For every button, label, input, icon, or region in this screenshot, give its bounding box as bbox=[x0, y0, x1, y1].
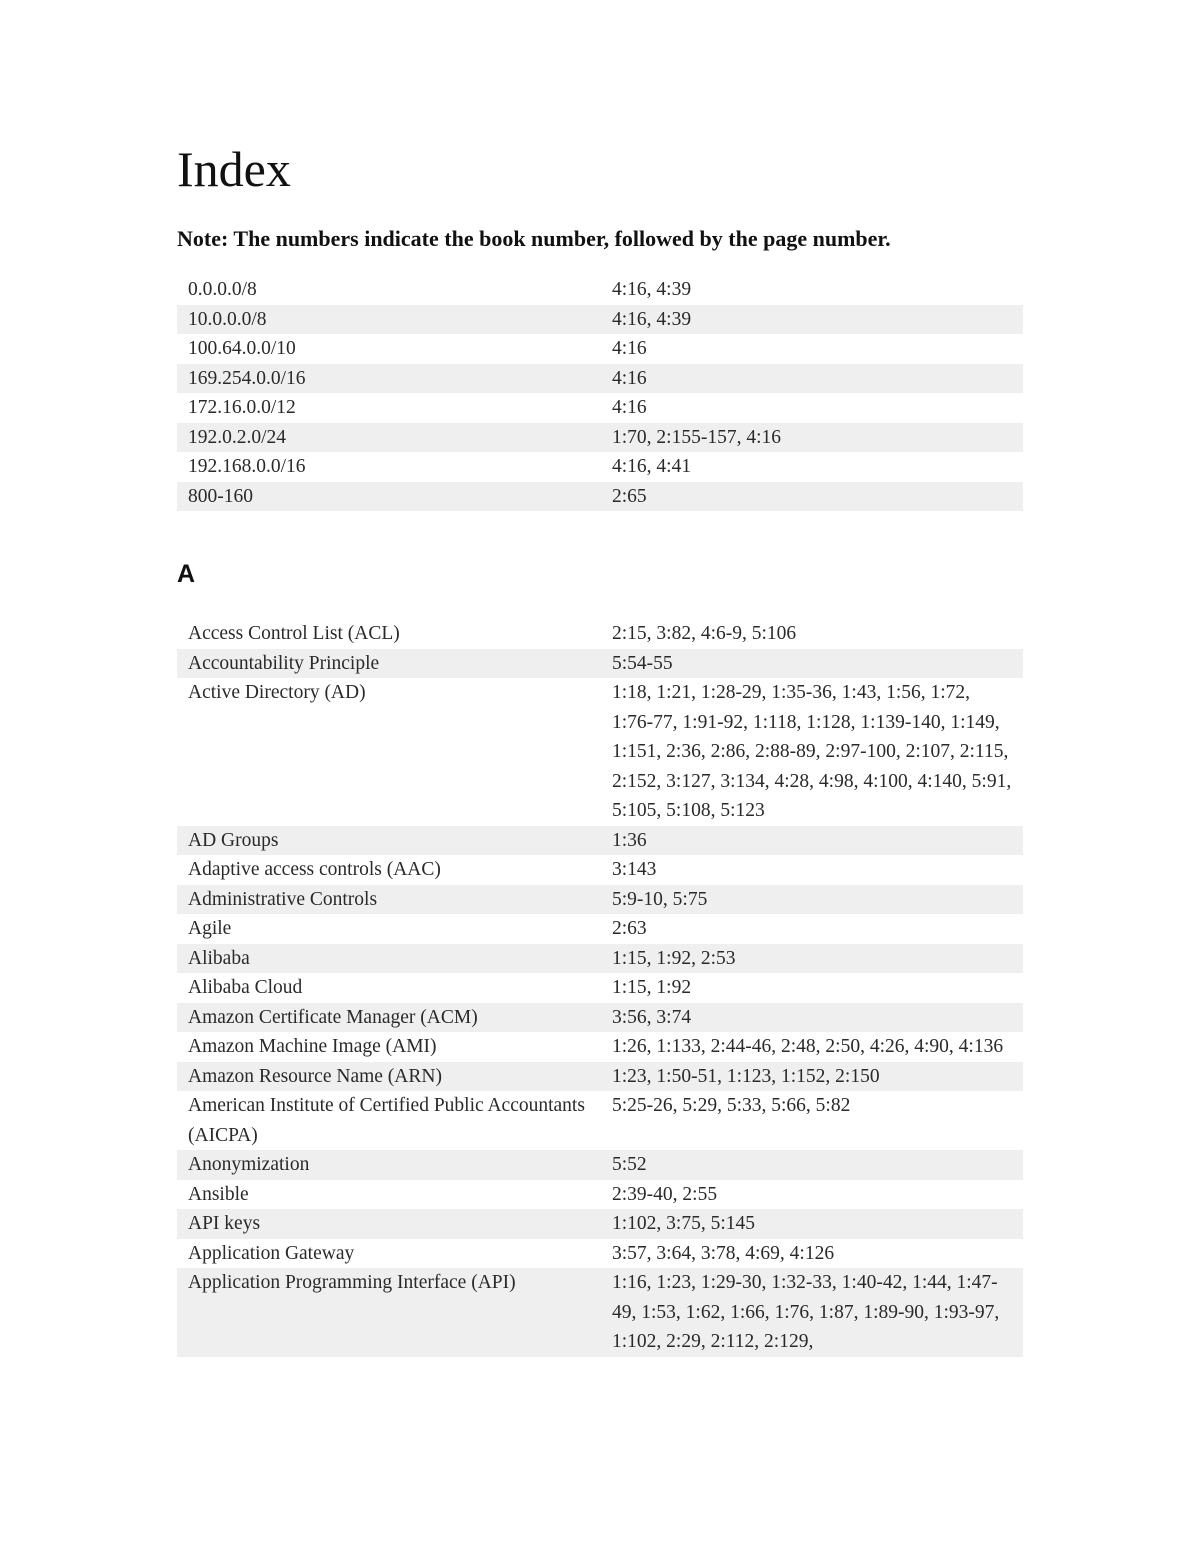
index-row bbox=[177, 914, 1023, 944]
index-refs: 1:102, 3:75, 5:145 bbox=[601, 1209, 1023, 1239]
numeric-index-table bbox=[177, 275, 1023, 511]
index-row bbox=[177, 482, 1023, 512]
page-title: Index bbox=[177, 141, 291, 197]
index-refs: 1:16, 1:23, 1:29-30, 1:32-33, 1:40-42, 1:44, 1:47-49, 1:53, 1:62, 1:66, 1:76, 1:87, 1:89-90, 1:93-97, 1:102, 2:29, 2:112, 2:129, bbox=[601, 1268, 1023, 1357]
index-refs: 1:15, 1:92, 2:53 bbox=[601, 944, 1023, 974]
index-row bbox=[177, 1150, 1023, 1180]
index-row bbox=[177, 1268, 1023, 1357]
index-term: 10.0.0.0/8 bbox=[177, 305, 601, 335]
index-term: 0.0.0.0/8 bbox=[188, 279, 257, 300]
index-note: Note: The numbers indicate the book number, followed by the page number. bbox=[177, 226, 891, 251]
index-row bbox=[177, 1062, 1023, 1092]
index-term: Access Control List (ACL) bbox=[188, 623, 400, 644]
index-row bbox=[177, 423, 1023, 453]
index-refs: 4:16, 4:39 bbox=[601, 305, 1023, 335]
index-row bbox=[177, 1239, 1023, 1269]
index-refs: 4:16 bbox=[612, 338, 647, 359]
index-row bbox=[177, 334, 1023, 364]
index-row bbox=[177, 1091, 1023, 1150]
index-row bbox=[177, 944, 1023, 974]
index-row bbox=[177, 885, 1023, 915]
index-row bbox=[177, 1032, 1023, 1062]
index-term: 169.254.0.0/16 bbox=[177, 364, 601, 394]
index-refs: 1:23, 1:50-51, 1:123, 1:152, 2:150 bbox=[601, 1062, 1023, 1092]
index-row bbox=[177, 364, 1023, 394]
index-row bbox=[177, 393, 1023, 423]
index-refs: 1:26, 1:133, 2:44-46, 2:48, 2:50, 4:26, 4:90, 4:136 bbox=[612, 1036, 1004, 1057]
index-refs: 2:65 bbox=[601, 482, 1023, 512]
index-row bbox=[177, 855, 1023, 885]
index-row bbox=[177, 826, 1023, 856]
index-row bbox=[177, 1209, 1023, 1239]
index-term: Administrative Controls bbox=[177, 885, 601, 915]
index-term: Active Directory (AD) bbox=[188, 682, 366, 703]
index-term: 192.168.0.0/16 bbox=[188, 456, 306, 477]
index-term: 172.16.0.0/12 bbox=[188, 397, 296, 418]
index-row bbox=[177, 973, 1023, 1003]
index-term: Amazon Resource Name (ARN) bbox=[177, 1062, 601, 1092]
index-refs: 4:16, 4:41 bbox=[612, 456, 692, 477]
index-term: Application Programming Interface (API) bbox=[177, 1268, 601, 1357]
index-term: Accountability Principle bbox=[177, 649, 601, 679]
index-term: Agile bbox=[188, 918, 232, 939]
index-refs: 5:52 bbox=[601, 1150, 1023, 1180]
index-refs: 1:18, 1:21, 1:28-29, 1:35-36, 1:43, 1:56, 1:72, 1:76-77, 1:91-92, 1:118, 1:128, 1:139-140, 1:149, 1:151, 2:36, 2:86, 2:88-89, 2:97-100, 2:107, 2:115, 2:152, 3:127, 3:134, 4:28, 4:98, 4:100, 4:140, 5:91, 5:105, 5:108, 5:123 bbox=[612, 682, 1012, 821]
index-term: Application Gateway bbox=[188, 1242, 355, 1264]
index-refs: 4:16 bbox=[612, 397, 647, 418]
index-refs: 5:25-26, 5:29, 5:33, 5:66, 5:82 bbox=[612, 1095, 851, 1116]
index-term: API keys bbox=[177, 1209, 601, 1239]
index-row bbox=[177, 305, 1023, 335]
index-term: AD Groups bbox=[177, 826, 601, 856]
index-term: Alibaba bbox=[177, 944, 601, 974]
section-heading-a: A bbox=[177, 560, 196, 588]
index-refs: 3:56, 3:74 bbox=[601, 1003, 1023, 1033]
index-term: Amazon Certificate Manager (ACM) bbox=[177, 1003, 601, 1033]
index-refs: 1:36 bbox=[601, 826, 1023, 856]
index-refs: 1:70, 2:155-157, 4:16 bbox=[601, 423, 1023, 453]
index-term: Adaptive access controls (AAC) bbox=[188, 859, 441, 880]
index-refs: 2:63 bbox=[612, 918, 647, 939]
index-refs: 5:54-55 bbox=[601, 649, 1023, 679]
index-refs: 3:143 bbox=[612, 859, 657, 880]
index-refs: 5:9-10, 5:75 bbox=[601, 885, 1023, 915]
index-term: Alibaba Cloud bbox=[188, 977, 303, 998]
index-refs: 1:15, 1:92 bbox=[612, 977, 692, 998]
index-refs: 2:15, 3:82, 4:6-9, 5:106 bbox=[612, 623, 797, 644]
index-row bbox=[177, 649, 1023, 679]
index-row bbox=[177, 1180, 1023, 1210]
index-term: 100.64.0.0/10 bbox=[188, 338, 296, 359]
index-term: Ansible bbox=[188, 1183, 249, 1205]
index-term: American Institute of Certified Public Accountants (AICPA) bbox=[188, 1095, 585, 1146]
index-refs: 2:39-40, 2:55 bbox=[612, 1183, 718, 1205]
index-row bbox=[177, 678, 1023, 826]
a-index-table bbox=[177, 619, 1023, 1357]
index-row bbox=[177, 275, 1023, 305]
index-term: 800-160 bbox=[177, 482, 601, 512]
index-row bbox=[177, 1003, 1023, 1033]
index-refs: 4:16 bbox=[601, 364, 1023, 394]
index-refs: 4:16, 4:39 bbox=[612, 279, 692, 300]
index-term: Anonymization bbox=[177, 1150, 601, 1180]
index-refs: 3:57, 3:64, 3:78, 4:69, 4:126 bbox=[612, 1242, 835, 1264]
index-row bbox=[177, 452, 1023, 482]
index-term: 192.0.2.0/24 bbox=[177, 423, 601, 453]
index-term: Amazon Machine Image (AMI) bbox=[188, 1036, 437, 1057]
index-row bbox=[177, 619, 1023, 649]
